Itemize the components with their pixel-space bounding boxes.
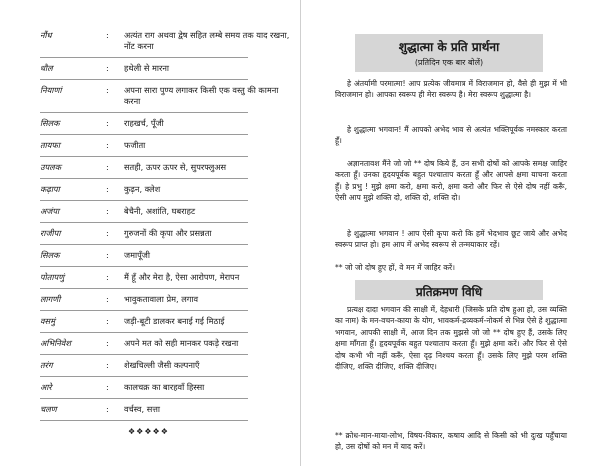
glossary-definition: जड़ी-बूटी डालकर बनाई गई मिठाई xyxy=(124,316,225,326)
glossary-definition: वर्चस्व, सत्ता xyxy=(124,404,161,414)
glossary-term: धौल xyxy=(40,63,53,73)
glossary-definition: अपने मत को सही मानकर पकड़े रखना xyxy=(124,338,239,348)
glossary-term: आरे xyxy=(40,382,52,392)
glossary-colon: : xyxy=(106,118,109,128)
prayer-paragraph-4: हे शुद्धात्मा भगवान ! आप ऐसी कृपा करो कि हमें भेदभाव छूट जाये और अभेद स्वरूप प्राप्त हो। हम आप में अभेद स्वरूप से तन्मयाकार रहें। xyxy=(335,229,567,250)
glossary-separator xyxy=(40,354,248,355)
glossary-separator xyxy=(40,266,248,267)
glossary-separator xyxy=(40,332,248,333)
glossary-colon: : xyxy=(106,162,109,172)
glossary-colon: : xyxy=(106,382,109,392)
glossary-colon: : xyxy=(106,360,109,370)
glossary-colon: : xyxy=(106,63,109,73)
glossary-term: तायफा xyxy=(40,140,60,150)
glossary-term: सिलक xyxy=(40,118,60,128)
glossary-separator xyxy=(40,376,248,377)
glossary-definition: अपना सारा पुण्य लगाकर किसी एक वस्तु की कामना करना xyxy=(124,85,279,106)
glossary-definition: हथेली से मारना xyxy=(124,63,170,73)
glossary-colon: : xyxy=(106,140,109,150)
glossary-separator xyxy=(40,398,248,399)
glossary-colon: : xyxy=(106,272,109,282)
glossary-colon: : xyxy=(106,404,109,414)
glossary-definition: शेखचिल्ली जैसी कल्पनाएँ xyxy=(124,360,200,370)
glossary-colon: : xyxy=(106,206,109,216)
glossary-term: पोतापणुं xyxy=(40,272,65,282)
prayer-paragraph-1: हे अंतर्यामी परमात्मा! आप प्रत्येक जीवमात्र में विराजमान हो, वैसे ही मुझ में भी विराजमान हो। आपका स्वरूप ही मेरा स्वरूप है। मेरा स्वरूप शुद्धात्मा है। xyxy=(335,79,567,100)
prayer-subtitle: (प्रतिदिन एक बार बोलें) xyxy=(414,58,484,67)
glossary-colon: : xyxy=(106,30,109,40)
glossary-row xyxy=(40,140,290,151)
pratikraman-note: ** क्रोध-मान-माया-लोभ, विषय-विकार, कषाय आदि से किसी को भी दुःख पहुँचाया हो, उस दोषों को मन में याद करें। xyxy=(335,431,567,452)
glossary-definition: कालचक्र का बारहवाँ हिस्सा xyxy=(124,382,205,392)
glossary-separator xyxy=(40,112,248,113)
prayer-paragraph-3: अज्ञानतावश मैंने जो जो ** दोष किये हैं, उन सभी दोषों को आपके समक्ष जाहिर करता हूँ। उनका हृदयपूर्वक बहुत पश्चाताप करता हूँ और आपसे क्षमा याचना करता हूँ। हे प्रभु ! मुझे क्षमा करो, क्षमा करो, क्षमा करो और फिर से ऐसे दोष नहीं करूँ, ऐसी आप मुझे शक्ति दो, शक्ति दो, शक्ति दो। xyxy=(335,159,567,203)
glossary-definition: जमापूँजी xyxy=(124,250,150,260)
glossary-definition: भावुकतावाला प्रेम, लगाव xyxy=(124,294,199,304)
glossary-separator xyxy=(40,134,248,135)
glossary-separator xyxy=(40,420,248,421)
glossary-term: अजंपा xyxy=(40,206,60,216)
glossary-definition: राहखर्च, पूँजी xyxy=(124,118,164,128)
glossary-term: अभिनिवेश xyxy=(40,338,71,348)
glossary-row xyxy=(40,404,290,415)
glossary-colon: : xyxy=(106,228,109,238)
glossary-separator xyxy=(40,222,248,223)
glossary-definition: अत्यंत राग अथवा द्वेष सहित लम्बे समय तक याद रखना, नोंट करना xyxy=(124,30,290,51)
glossary-row xyxy=(40,162,290,173)
glossary-definition: सतही, ऊपर ऊपर से, सुपरफ्लुअस xyxy=(124,162,227,172)
glossary-row xyxy=(40,184,290,195)
glossary-list xyxy=(40,30,290,436)
glossary-separator xyxy=(40,200,248,201)
glossary-row xyxy=(40,338,290,349)
prayer-page xyxy=(301,0,600,466)
glossary-row xyxy=(40,118,290,129)
glossary-separator xyxy=(40,57,248,58)
glossary-term: कढ़ापा xyxy=(40,184,60,194)
glossary-colon: : xyxy=(106,85,109,95)
glossary-term: तरंग xyxy=(40,360,53,370)
glossary-separator xyxy=(40,288,248,289)
glossary-colon: : xyxy=(106,316,109,326)
glossary-row xyxy=(40,360,290,371)
glossary-term: राजीपा xyxy=(40,228,61,238)
glossary-colon: : xyxy=(106,184,109,194)
glossary-colon: : xyxy=(106,250,109,260)
glossary-term: उपलक xyxy=(40,162,61,172)
glossary-term: वसमुं xyxy=(40,316,55,326)
glossary-separator xyxy=(40,310,248,311)
glossary-row xyxy=(40,250,290,261)
glossary-separator xyxy=(40,156,248,157)
glossary-row xyxy=(40,30,290,52)
glossary-definition: मैं हूँ और मेरा है, ऐसा आरोपण, मेरापन xyxy=(124,272,240,282)
pratikraman-paragraph: प्रत्यक्ष दादा भगवान की साक्षी में, देहधारी (जिसके प्रति दोष हुआ हो, उस व्यक्ति का नाम) के मन-वचन-काया के योग, भावकर्म-द्रव्यकर्म-नोकर्म से भिन्न ऐसे हे शुद्धात्मा भगवान, आपकी साक्षी में, आज दिन तक मुझसे जो जो ** दोष हुए हैं, उसके लिए क्षमा माँगता हूँ। हृदयपूर्वक बहुत पश्चाताप करता हूँ। मुझे क्षमा करें। और फिर से ऐसे दोष कभी भी नहीं करूँ, ऐसा दृढ़ निश्चय करता हूँ। उसके लिए मुझे परम शक्ति दीजिए, शक्ति दीजिए, शक्ति दीजिए। xyxy=(335,305,567,372)
glossary-colon: : xyxy=(106,294,109,304)
glossary-term: चलण xyxy=(40,404,57,414)
glossary-separator xyxy=(40,244,248,245)
glossary-end-ornament: ❖❖❖❖❖ xyxy=(128,427,169,436)
glossary-term: सिलक xyxy=(40,250,60,260)
glossary-row xyxy=(40,63,290,74)
pratikraman-title: प्रतिक्रमण विधि xyxy=(415,285,483,299)
glossary-colon: : xyxy=(106,338,109,348)
glossary-definition: बेचैनी, अशांति, घबराहट xyxy=(124,206,196,216)
glossary-definition: कुढ़न, क्लेश xyxy=(124,184,161,194)
pratikraman-title-box xyxy=(355,280,543,300)
glossary-definition: फजीता xyxy=(124,140,146,150)
glossary-row xyxy=(40,294,290,305)
glossary-term: लागणी xyxy=(40,294,61,304)
glossary-separator xyxy=(40,178,248,179)
glossary-row xyxy=(40,228,290,239)
glossary-row xyxy=(40,316,290,327)
prayer-paragraph-2: हे शुद्धात्मा भगवान! मैं आपको अभेद भाव से अत्यंत भक्तिपूर्वक नमस्कार करता हूँ। xyxy=(335,125,567,146)
glossary-row xyxy=(40,85,290,107)
glossary-term: नौंध xyxy=(40,30,52,40)
glossary-row xyxy=(40,382,290,393)
glossary-definition: गुरुजनों की कृपा और प्रसन्नता xyxy=(124,228,212,238)
glossary-term: नियाणां xyxy=(40,85,62,95)
glossary-row xyxy=(40,272,290,283)
glossary-separator xyxy=(40,79,248,80)
prayer-title-box xyxy=(355,34,543,72)
glossary-row xyxy=(40,206,290,217)
prayer-note: ** जो जो दोष हुए हों, वे मन में जाहिर करें। xyxy=(335,263,456,272)
prayer-title: शुद्धात्मा के प्रति प्रार्थना xyxy=(398,40,500,54)
